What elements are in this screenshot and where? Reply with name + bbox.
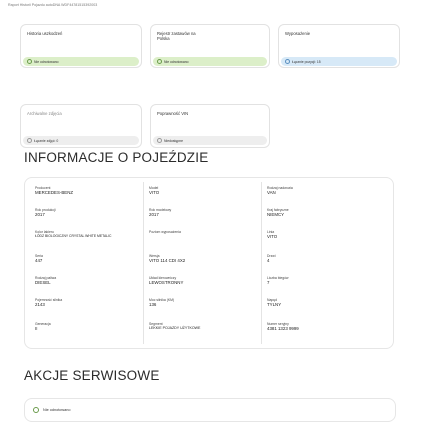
field-label: Pojemność silnika [35, 298, 63, 302]
field-fuel-type [35, 276, 145, 285]
pledge-register-card[interactable] [150, 24, 270, 68]
vehicle-info-panel [24, 177, 394, 349]
field-value: 2017 [35, 212, 45, 217]
field-label: Układ kierowniczy [149, 276, 177, 280]
field-value: 2143 [35, 302, 45, 307]
field-equipment-level [149, 230, 259, 234]
field-label: Generacja [35, 322, 51, 326]
column-divider [261, 182, 262, 344]
info-circle-icon [157, 138, 162, 143]
field-value: ŁÓDZ BIOLOGICZNY CRYSTAL WHITE METALIC [35, 234, 112, 238]
field-label: Rok modelowy [149, 208, 172, 212]
field-label: Wersja [149, 254, 160, 258]
field-label: Segment [149, 322, 163, 326]
card-title: Archiwalne zdjęcia [27, 111, 62, 116]
field-label: Rodzaj nadwozia [267, 186, 293, 190]
field-value: 4 [267, 258, 270, 263]
field-label: Seria [35, 254, 43, 258]
status-pill [153, 57, 267, 66]
check-circle-icon [33, 407, 39, 413]
status-text: Nie odnotowano [34, 59, 59, 64]
field-label: Linia [267, 230, 275, 234]
field-value: TYLNY [267, 302, 282, 307]
field-series [35, 254, 145, 263]
field-value: DIESEL [35, 280, 51, 285]
field-label: Moc silnika (KM) [149, 298, 175, 302]
status-text: Łącznie pozycji: 15 [292, 59, 321, 64]
field-value: 7 [267, 280, 270, 285]
field-value: VAN [267, 190, 276, 195]
vehicle-info-heading: INFORMACJE O POJEŹDZIE [24, 150, 209, 165]
field-label: Drzwi [267, 254, 276, 258]
field-model-year [149, 208, 259, 217]
card-title: Historia uszkodzeń [27, 31, 63, 36]
field-generation [35, 322, 145, 331]
field-label: Rok produkcji [35, 208, 56, 212]
field-production-year [35, 208, 145, 217]
field-engine-power [149, 298, 259, 307]
check-circle-icon [27, 59, 32, 64]
status-pill [23, 57, 139, 66]
field-serial-number [267, 322, 377, 331]
field-producer [35, 186, 145, 195]
status-pill [23, 136, 139, 145]
status-text: Niedostępne [164, 138, 184, 143]
report-title: Raport Historii Pojazdu autoDNA WDF44781515392003 [8, 3, 98, 7]
status-text: Nie odnotowano [164, 59, 189, 64]
field-label: Model [149, 186, 159, 190]
field-label: Kraj fabryczne [267, 208, 289, 212]
field-value: VITO [149, 190, 160, 195]
field-label: Napęd [267, 298, 277, 302]
field-version [149, 254, 259, 263]
field-drive [267, 298, 377, 307]
field-value: VITO [267, 234, 278, 239]
field-value: 447 [35, 258, 43, 263]
archive-photos-card[interactable] [20, 104, 142, 148]
field-label: Numer seryjny [267, 322, 289, 326]
field-factory-country [267, 208, 377, 217]
check-circle-icon [157, 59, 162, 64]
field-label: Liczba biegów [267, 276, 289, 280]
field-model [149, 186, 259, 195]
info-circle-icon [27, 138, 32, 143]
status-pill [153, 136, 267, 145]
card-title: Rejestr zastawów na Polska [157, 31, 196, 41]
info-circle-icon [285, 59, 290, 64]
field-value: 2017 [149, 212, 159, 217]
field-paint-color [35, 230, 145, 239]
card-title: Poprawność VIN [157, 111, 189, 116]
field-value: MERCEDES-BENZ [35, 190, 74, 195]
field-steering [149, 276, 259, 285]
field-label: Kolor lakieru [35, 230, 54, 234]
equipment-card[interactable] [278, 24, 400, 68]
status-text: Łącznie zdjęć: 0 [34, 138, 59, 143]
field-segment [149, 322, 259, 331]
field-label: Producent [35, 186, 51, 190]
field-value: 4381 1323 9999 [267, 326, 299, 331]
field-value: LEWOSTRONNY [149, 280, 184, 285]
field-engine-capacity [35, 298, 145, 307]
field-value: II [35, 326, 38, 331]
field-label: Rodzaj paliwa [35, 276, 57, 280]
field-value: VITO 114 CDI 4X2 [149, 258, 186, 263]
field-line [267, 230, 377, 239]
field-value: LEKKIE POJAZDY UŻYTKOWE [149, 326, 201, 330]
column-divider [143, 182, 144, 344]
card-title: Wyposażenie [285, 31, 311, 36]
field-label: Poziom wyposażenia [149, 230, 181, 234]
service-actions-card[interactable] [24, 398, 396, 422]
service-actions-heading: AKCJE SERWISOWE [24, 368, 160, 383]
field-body-type [267, 186, 377, 195]
vin-correctness-card[interactable] [150, 104, 270, 148]
field-value: NIEMCY [267, 212, 285, 217]
field-value: 136 [149, 302, 157, 307]
damage-history-card[interactable] [20, 24, 142, 68]
service-status-text: Nie odnotowano [43, 408, 71, 412]
status-pill [281, 57, 397, 66]
field-doors [267, 254, 377, 263]
field-gears [267, 276, 377, 285]
